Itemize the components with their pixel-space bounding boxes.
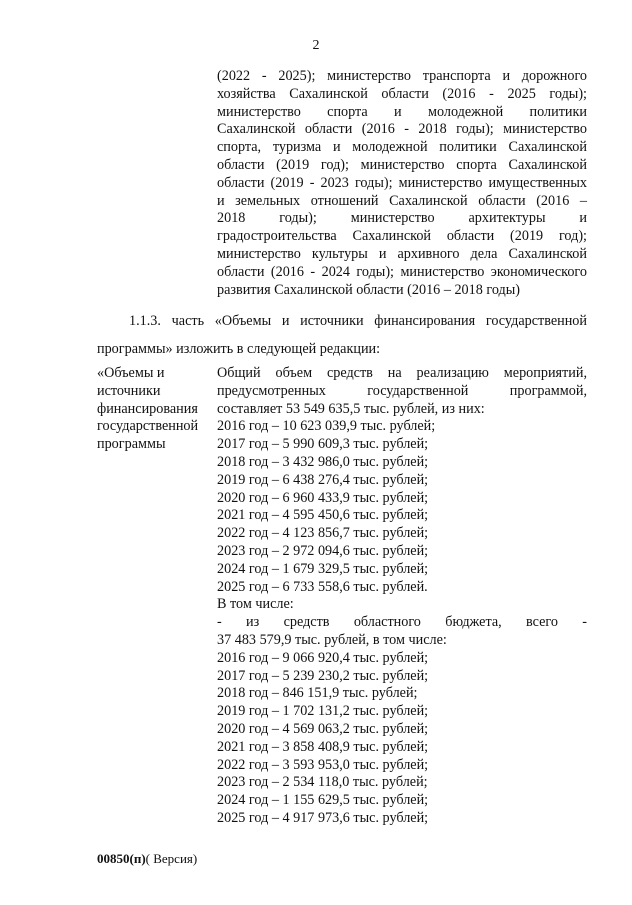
total-year-item: 2021 год – 4 595 450,6 тыс. рублей; [217, 507, 429, 524]
regional-budget-total: 37 483 579,9 тыс. рублей, в том числе: [217, 631, 447, 648]
paragraph-line: градостроительства Сахалинской области (2019 год); [217, 228, 587, 245]
document-footer [97, 851, 197, 867]
label-line: государственной [97, 418, 199, 435]
total-year-item: 2024 год – 1 679 329,5 тыс. рублей; [217, 560, 429, 577]
paragraph-line: Сахалинской области (2016 - 2018 годы); министерство [217, 121, 587, 138]
document-version: ( Версия) [145, 851, 198, 866]
total-year-item: 2022 год – 4 123 856,7 тыс. рублей; [217, 525, 429, 542]
intro-last-line: составляет 53 549 635,5 тыс. рублей, из них: [217, 400, 485, 417]
regional-budget-line: - из средств областного бюджета, всего - [217, 614, 587, 631]
total-year-item: 2017 год – 5 990 609,3 тыс. рублей; [217, 436, 429, 453]
paragraph-line: министерство культуры и архивного дела Сахалинской [217, 245, 587, 262]
total-year-item: 2025 год – 6 733 558,6 тыс. рублей. [217, 578, 428, 595]
total-year-item: 2019 год – 6 438 276,4 тыс. рублей; [217, 471, 429, 488]
regional-year-item: 2017 год – 5 239 230,2 тыс. рублей; [217, 667, 429, 684]
label-line: источники [97, 382, 161, 399]
regional-year-item: 2018 год – 846 151,9 тыс. рублей; [217, 685, 418, 702]
total-year-item: 2018 год – 3 432 986,0 тыс. рублей; [217, 453, 429, 470]
including-label: В том числе: [217, 596, 294, 613]
paragraph-line: хозяйства Сахалинской области (2016 - 2025 годы); [217, 85, 587, 102]
total-year-item: 2023 год – 2 972 094,6 тыс. рублей; [217, 542, 429, 559]
instruction-line-2: программы» изложить в следующей редакции: [97, 341, 381, 357]
paragraph-line: министерство спорта и молодежной политики [217, 103, 587, 120]
total-year-item: 2020 год – 6 960 433,9 тыс. рублей; [217, 489, 429, 506]
label-line: программы [97, 436, 166, 453]
regional-year-item: 2024 год – 1 155 629,5 тыс. рублей; [217, 792, 429, 809]
intro-line: предусмотренных государственной программой, [217, 382, 587, 399]
document-code: 00850(п) [97, 851, 146, 866]
regional-year-item: 2023 год – 2 534 118,0 тыс. рублей; [217, 774, 428, 791]
regional-year-item: 2019 год – 1 702 131,2 тыс. рублей; [217, 703, 429, 720]
page-number: 2 [312, 38, 320, 53]
regional-year-item: 2025 год – 4 917 973,6 тыс. рублей; [217, 809, 429, 826]
paragraph-line: области (2016 - 2024 годы); министерство экономического [217, 263, 587, 280]
instruction-paragraph [97, 312, 587, 358]
paragraph-line: спорта, туризма и молодежной политики Сахалинской [217, 139, 587, 156]
instruction-line-1: 1.1.3. часть «Объемы и источники финансирования государственной [129, 313, 587, 329]
paragraph-last-line: развития Сахалинской области (2016 – 2018 годы) [217, 281, 521, 298]
paragraph-line: области (2019 год); министерство спорта Сахалинской [217, 156, 587, 173]
paragraph-line: области (2019 - 2023 годы); министерство имущественных [217, 174, 587, 191]
regional-year-item: 2016 год – 9 066 920,4 тыс. рублей; [217, 649, 429, 666]
regional-year-item: 2022 год – 3 593 953,0 тыс. рублей; [217, 756, 429, 773]
total-year-item: 2016 год – 10 623 039,9 тыс. рублей; [217, 418, 436, 435]
regional-year-item: 2021 год – 3 858 408,9 тыс. рублей; [217, 738, 429, 755]
paragraph-line: (2022 - 2025); министерство транспорта и дорожного [217, 68, 587, 84]
label-line: «Объемы и [97, 365, 165, 381]
regional-year-item: 2020 год – 4 569 063,2 тыс. рублей; [217, 720, 429, 737]
paragraph-line: 2018 годы); министерство архитектуры и [217, 210, 587, 227]
continued-paragraph [217, 68, 587, 299]
section-label [97, 365, 212, 454]
intro-line: Общий объем средств на реализацию мероприятий, [217, 365, 587, 381]
label-line: финансирования [97, 400, 198, 417]
paragraph-line: и земельных отношений Сахалинской области (2016 – [217, 192, 587, 209]
section-content [217, 365, 587, 828]
